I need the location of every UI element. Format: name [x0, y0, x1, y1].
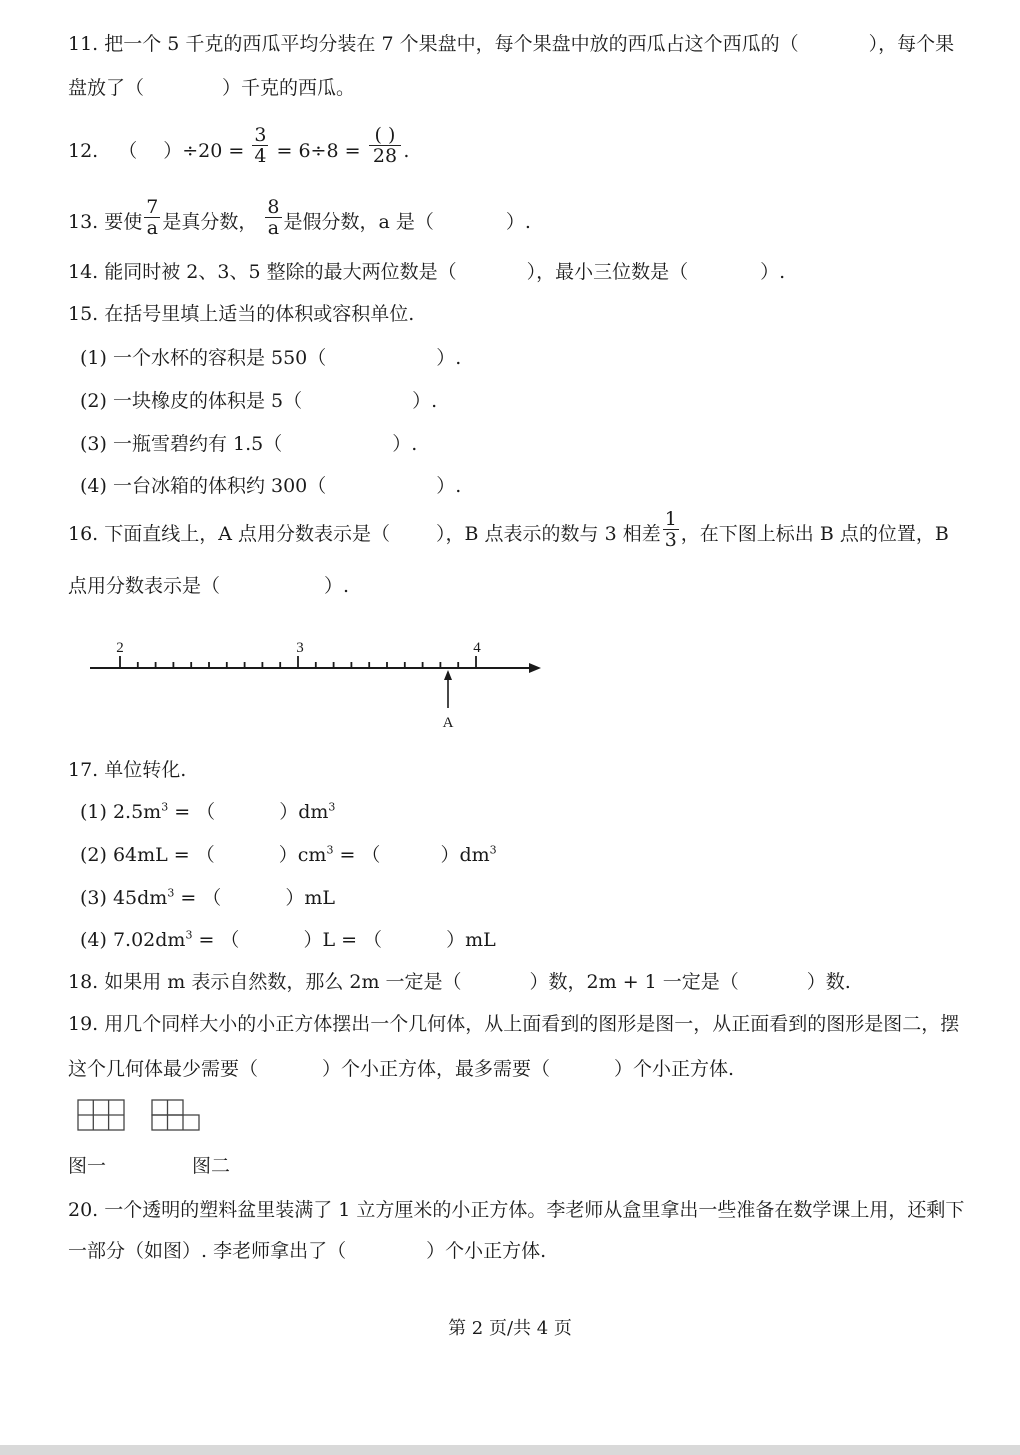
question-11-line-2: 盘放了（ ）千克的西瓜。 — [68, 77, 356, 99]
question-20-line-2: 一部分（如图）. 李老师拿出了（ ）个小正方体. — [68, 1240, 547, 1262]
question-17-row-3: (3) $45dm^3$ = （ ）mL — [80, 886, 335, 909]
page-bottom-edge — [0, 1445, 1020, 1455]
number-line-ticks — [120, 656, 476, 668]
question-15-title: 15. 在括号里填上适当的体积或容积单位. — [68, 303, 415, 325]
fraction-blank-28: $\frac{( )}{28}$ — [369, 125, 402, 166]
fraction-1-3: $\frac{1}{3}$ — [664, 507, 677, 551]
question-17-row-4: (4) $7.02dm^3$ = （ ）L = （ ）mL — [80, 928, 496, 951]
question-19-line-2: 这个几何体最少需要（ ）个小正方体，最多需要（ ）个小正方体. — [68, 1058, 735, 1080]
question-16-line-1: 16. 下面直线上，A 点用分数表示是（ ），B 点表示的数与 3 相差 $\frac{1}{3}$ ，在下图上标出 B 点的位置，B — [68, 507, 949, 551]
question-20-line-1: 20. 一个透明的塑料盆里装满了 1 立方厘米的小正方体。李老师从盒里拿出一些准备在数学课上用，还剩下 — [68, 1199, 965, 1221]
question-18: 18. 如果用 m 表示自然数，那么 2m 一定是（ ）数，2m + 1 一定是（ ）数. — [68, 971, 851, 993]
question-17-title: 17. 单位转化. — [68, 759, 187, 781]
number-line-label-3: 3 — [296, 640, 304, 656]
fraction-3-4: $\frac{3}{4}$ — [254, 123, 267, 167]
question-15-item-2: (2) 一块橡皮的体积是 5（ ）. — [80, 390, 438, 412]
number-line-label-4: 4 — [473, 640, 481, 656]
question-12: 12. （ ）÷20 = $\frac{3}{4}$ = 6÷8 = $\frac{( )}{28}$ . — [68, 123, 410, 167]
question-15-item-1: (1) 一个水杯的容积是 550（ ）. — [80, 347, 462, 369]
fraction-7-a: $\frac{7}{a}$ — [146, 195, 159, 239]
figure-1-label: 图一 — [68, 1155, 107, 1177]
question-13: 13. 要使 $\frac{7}{a}$ 是真分数， $\frac{8}{a}$ 是假分数，a 是（ ）. — [68, 195, 531, 239]
figure-1-grid — [77, 1096, 127, 1134]
question-16-line-2: 点用分数表示是（ ）. — [68, 575, 350, 597]
question-15-item-3: (3) 一瓶雪碧约有 1.5（ ）. — [80, 433, 418, 455]
question-19-line-1: 19. 用几个同样大小的小正方体摆出一个几何体，从上面看到的图形是图一，从正面看到的图形是图二，摆 — [68, 1013, 960, 1035]
number-line — [85, 632, 555, 732]
number-line-label-2: 2 — [116, 640, 124, 656]
page-footer: 第 2 页/共 4 页 — [448, 1318, 572, 1339]
question-11-line-1: 11. 把一个 5 千克的西瓜平均分装在 7 个果盘中，每个果盘中放的西瓜占这个西瓜的（ ），每个果 — [68, 33, 955, 55]
question-17-row-1: (1) $2.5m^3$ = （ ）$dm^3$ — [80, 800, 336, 823]
question-17-row-2: (2) 64mL = （ ）$cm^3$ = （ ）$dm^3$ — [80, 843, 497, 866]
figure-2-label: 图二 — [192, 1155, 231, 1177]
figure-labels — [68, 1152, 960, 1180]
question-15-item-4: (4) 一台冰箱的体积约 300（ ）. — [80, 475, 462, 497]
point-a-label: A — [442, 715, 454, 731]
point-a-arrowhead — [444, 670, 452, 680]
fraction-8-a: $\frac{8}{a}$ — [267, 195, 280, 239]
question-14: 14. 能同时被 2、3、5 整除的最大两位数是（ ），最小三位数是（ ）. — [68, 261, 786, 283]
figure-2-grid — [151, 1096, 203, 1134]
number-line-arrowhead — [529, 663, 541, 673]
